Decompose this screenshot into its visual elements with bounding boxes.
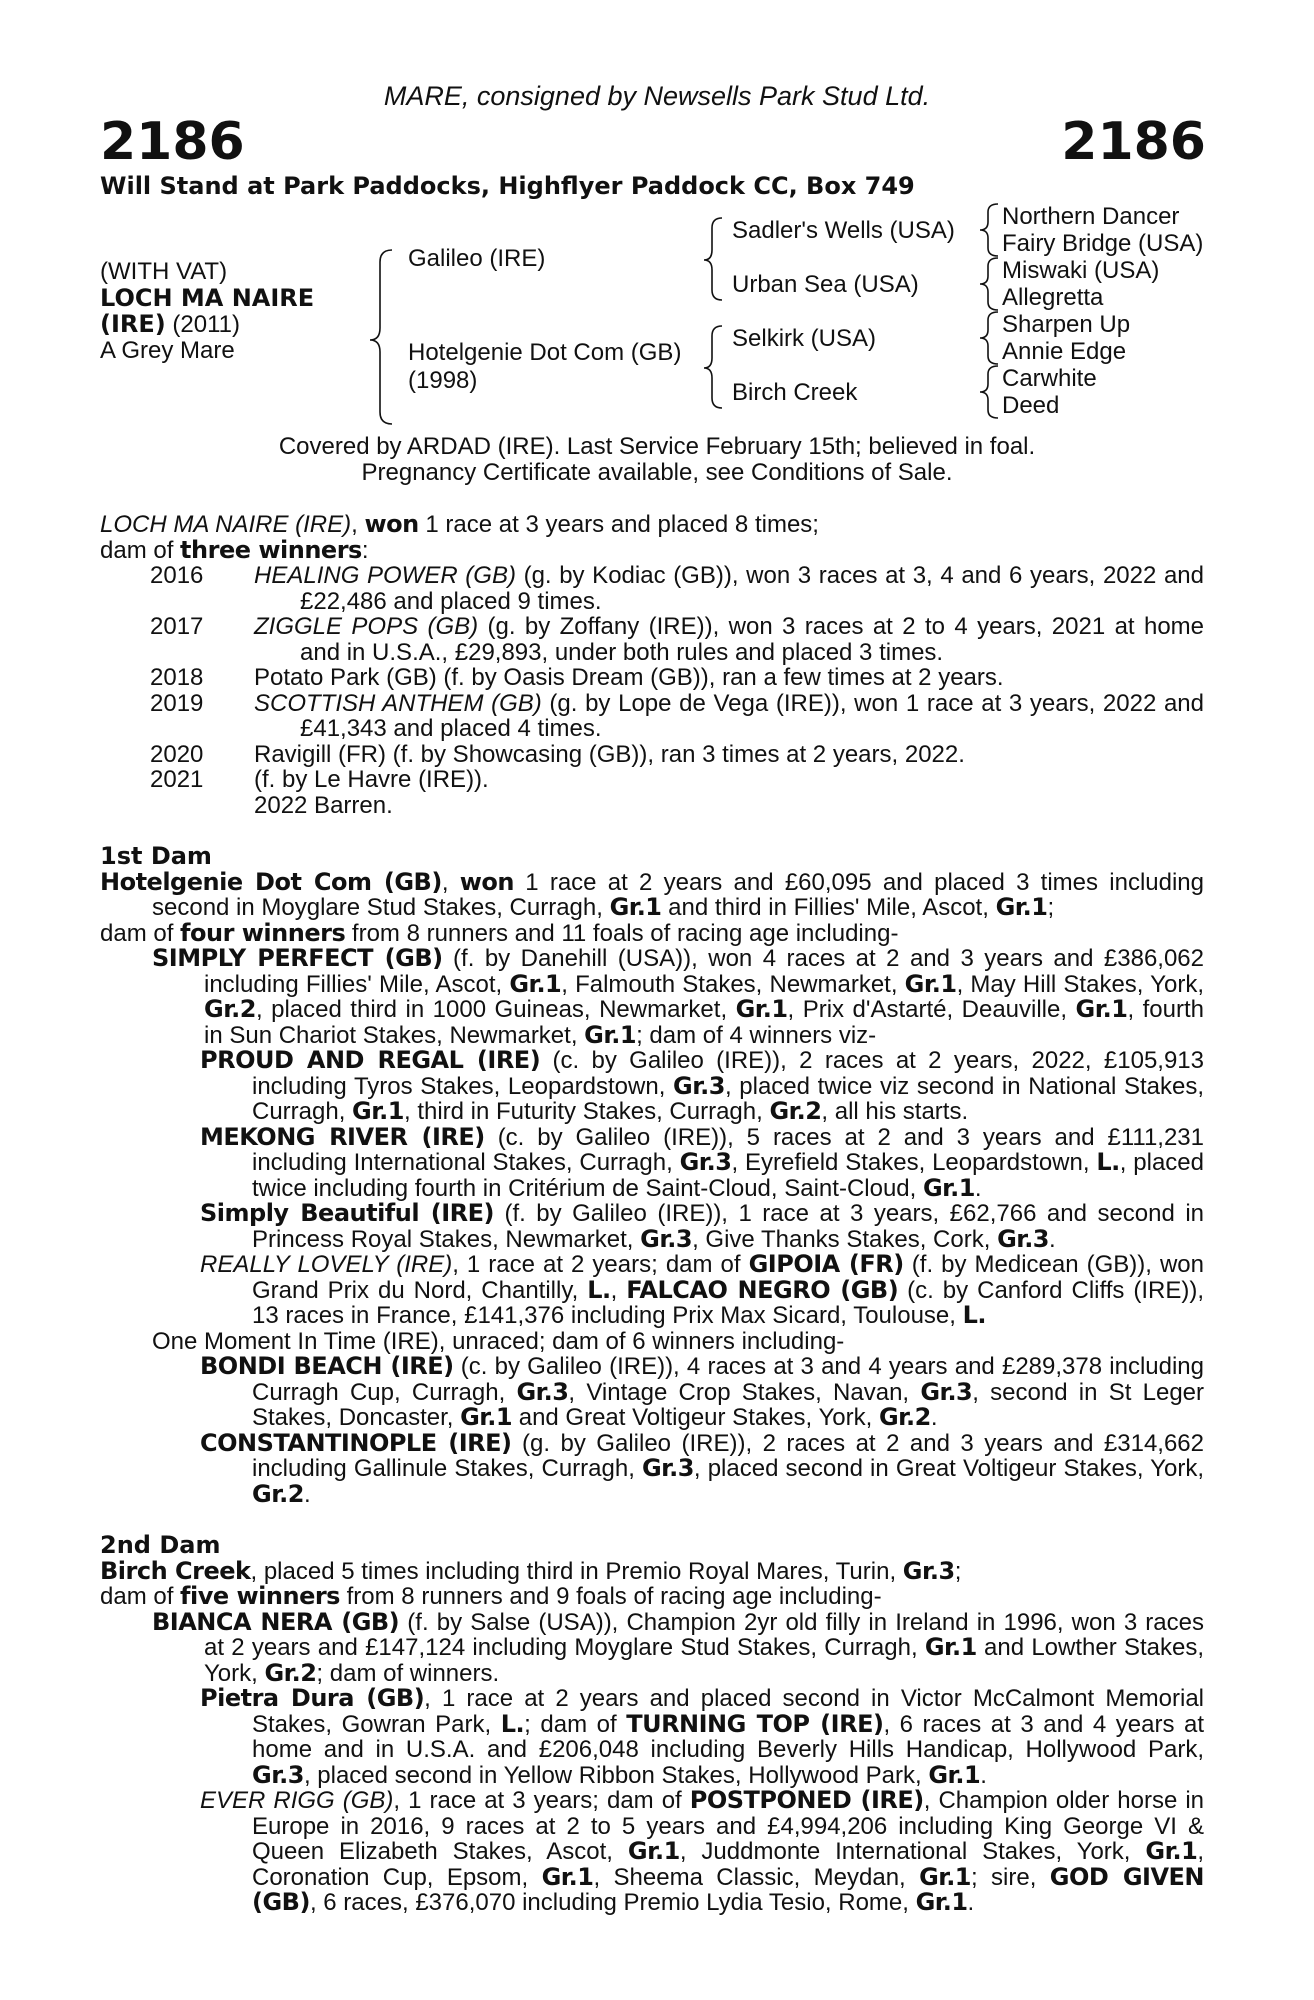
horse-name: POSTPONED (IRE) [689, 1786, 924, 1814]
foal-row [100, 767, 1204, 793]
intro-line: LOCH MA NAIRE (IRE), won 1 race at 3 years and placed 8 times; [100, 510, 819, 538]
foal-text: Potato Park (GB) (f. by Oasis Dream (GB)), ran a few times at 2 years. [254, 664, 1004, 691]
foal-text: (g. by Lope de Vega (IRE)), won 1 race at 3 years, 2022 and £41,343 and placed 4 times. [300, 689, 1205, 742]
foal-row [100, 793, 1204, 819]
text: (f. by Salse (USA)), Champion 2yr old filly in Ireland in 1996, won 3 races at 2 years and £147,124 including Moyglare Stud Stakes, Curragh, [204, 1608, 1204, 1661]
grade: Gr.2 [252, 1479, 304, 1508]
gen3-6: Annie Edge [1002, 338, 1127, 365]
horse-name: TURNING TOP (IRE) [626, 1709, 884, 1738]
text: , 6 races at 3 and 4 years at home and in U.S.A. and £206,048 including Beverly Hills Handicap, Hollywood Park, [252, 1710, 1205, 1763]
constantinople-entry [100, 1428, 1204, 1508]
winners-count: four winners [180, 918, 346, 947]
horse-description: A Grey Mare [100, 337, 235, 364]
foal-row [100, 691, 1204, 742]
grade: Gr.3 [673, 1071, 725, 1100]
grade: Gr.1 [1145, 1837, 1198, 1865]
first-dam-produce [100, 918, 1204, 947]
text: , Vintage Crop Stakes, Navan, [568, 1378, 921, 1406]
foal-row [100, 614, 1204, 665]
text: ; dam of [524, 1710, 627, 1738]
text: , Prix d'Astarté, Deauville, [787, 996, 1076, 1023]
text: and third in Fillies' Mile, Ascot, [661, 894, 996, 921]
second-dam-heading: 2nd Dam [100, 1531, 221, 1559]
text: , Falmouth Stakes, Newmarket, [561, 970, 905, 998]
text: 1 race at 2 years and £60,095 and placed 3 times including second in Moyglare Stud Stakes, Curragh, [152, 868, 1204, 921]
text: , 1 race at 2 years; dam of [452, 1251, 749, 1278]
second-dam-record [100, 1556, 1204, 1585]
text: . [967, 1889, 975, 1916]
grade: Gr.1 [509, 969, 562, 998]
foal-year: 2016 [150, 562, 204, 589]
foal-text: Ravigill (FR) (f. by Showcasing (GB)), ran 3 times at 2 years, 2022. [254, 740, 965, 768]
text: (f. by Danehill (USA)), won 4 races at 2 and 3 years and £386,062 including Fillies' Mile, Ascot, [204, 945, 1204, 998]
grade: Gr.3 [516, 1377, 569, 1406]
grade: L. [587, 1275, 611, 1304]
gen2-sire-sire: Sadler's Wells (USA) [732, 217, 955, 244]
horse-name: REALLY LOVELY (IRE) [200, 1251, 453, 1278]
mekong-river-entry [100, 1122, 1205, 1202]
text: ; dam of 4 winners viz- [636, 1021, 877, 1049]
horse-name: FALCAO NEGRO (GB) [626, 1275, 899, 1304]
grade: Gr.1 [735, 995, 788, 1023]
text: from 8 runners and 9 foals of racing age including- [339, 1583, 882, 1610]
horse-name: CONSTANTINOPLE (IRE) [200, 1428, 512, 1457]
dam-of-pre: dam of [100, 536, 181, 564]
winners-count: five winners [180, 1582, 340, 1610]
horse-year: (2011) [165, 311, 241, 338]
grade: Gr.3 [920, 1377, 973, 1406]
foal-text: (g. by Kodiac (GB)), won 3 races at 3, 4 and 6 years, 2022 and £22,486 and placed 9 times. [300, 562, 1205, 615]
text: (f. by Galileo (IRE)), 1 race at 3 years, £62,766 and second in Princess Royal Stakes, Newmarket, [252, 1200, 1205, 1253]
text: ; [954, 1557, 962, 1585]
horse-name: Simply Beautiful (IRE) [200, 1199, 494, 1227]
gen3-8: Deed [1002, 392, 1060, 419]
grade: Gr.3 [997, 1224, 1050, 1253]
foal-text: 2022 Barren. [254, 791, 393, 819]
text: , May Hill Stakes, York, [956, 970, 1204, 998]
foal-year: 2020 [150, 740, 204, 768]
dam-year: (1998) [408, 367, 478, 394]
covering-line-2: Pregnancy Certificate available, see Conditions of Sale. [361, 459, 953, 486]
intro-won: won [364, 510, 419, 538]
really-lovely-entry [100, 1252, 1204, 1329]
simply-beautiful-entry [100, 1201, 1204, 1252]
covering-note [0, 434, 1314, 486]
stand-location: Will Stand at Park Paddocks, Highflyer Paddock CC, Box 749 [100, 172, 915, 200]
vat-note: (WITH VAT) [100, 258, 228, 285]
grade: Gr.1 [915, 1888, 968, 1916]
gen3-3: Miswaki (USA) [1002, 257, 1160, 284]
text: dam of [100, 919, 181, 947]
text: , placed 5 times including third in Premio Royal Mares, Turin, [250, 1557, 903, 1585]
foal-text: (f. by Le Havre (IRE)). [254, 766, 489, 793]
text: and Lowther Stakes, York, [204, 1634, 1204, 1687]
text: (f. by Medicean (GB)), won Grand Prix du Nord, Chantilly, [252, 1251, 1204, 1304]
text: . [1049, 1225, 1056, 1253]
second-dam-produce [100, 1584, 1204, 1610]
grade: Gr.1 [609, 893, 662, 921]
text: (c. by Galileo (IRE)), 5 races at 2 and 3 years and £111,231 including International Stakes, Curragh, [252, 1123, 1205, 1176]
bianca-nera-entry [100, 1607, 1204, 1687]
horse-name: LOCH MA NAIRE [100, 284, 315, 312]
text: (g. by Galileo (IRE)), 2 races at 2 and 3 years and £314,662 including Gallinule Stakes, Curragh, [252, 1429, 1204, 1482]
first-dam-record: Hotelgenie Dot Com (GB), won 1 race at 2 years and £60,095 and placed 3 times including second in Moyglare Stud Stakes, Curragh, Gr.1 and third in Fillies' Mile, Ascot, Gr.1; [100, 867, 1204, 921]
grade: Gr.1 [352, 1097, 404, 1125]
dam: Hotelgenie Dot Com (GB) [408, 339, 682, 366]
grade: Gr.3 [640, 1224, 693, 1253]
grade: Gr.1 [928, 1760, 981, 1789]
text: ; sire, [971, 1863, 1050, 1891]
text: , Eyrefield Stakes, Leopardstown, [731, 1149, 1097, 1176]
text: dam of [100, 1583, 181, 1610]
gen3-7: Carwhite [1002, 365, 1097, 392]
horse-country: (IRE) [100, 310, 166, 338]
grade: Gr.2 [264, 1658, 317, 1687]
first-dam-won: won [459, 867, 514, 896]
text: , placed second in Yellow Ribbon Stakes, Hollywood Park, [303, 1761, 929, 1789]
grade: L. [1096, 1148, 1120, 1176]
foal-year: 2021 [150, 766, 204, 793]
text: , placed second in Great Voltigeur Stakes, York, [693, 1455, 1204, 1482]
text: , 1 race at 2 years and placed second in Victor McCalmont Memorial Stakes, Gowran Park, [252, 1685, 1205, 1738]
horse-name: BONDI BEACH (IRE) [200, 1352, 454, 1380]
horse-name: EVER RIGG (GB) [200, 1787, 394, 1814]
text: from 8 runners and 11 foals of racing age including- [345, 919, 899, 947]
foal-name: SCOTTISH ANTHEM (GB) [254, 689, 542, 717]
text: ; [1047, 894, 1055, 921]
lot-number-right: 2186 [1061, 112, 1206, 172]
proud-and-regal-entry [100, 1048, 1204, 1125]
text: . [303, 1480, 311, 1508]
text: (c. by Canford Cliffs (IRE)), 13 races in France, £141,376 including Prix Max Sicard, Toulouse, [252, 1276, 1205, 1329]
one-moment-entry: One Moment In Time (IRE), unraced; dam of 6 winners including- [152, 1327, 845, 1355]
second-dam-name: Birch Creek [100, 1556, 251, 1585]
dam-of-bold: three winners [180, 535, 362, 564]
grade: Gr.3 [641, 1454, 694, 1482]
horse-name: GOD GIVEN (GB) [252, 1862, 1205, 1916]
intro-rest: 1 race at 3 years and placed 8 times; [418, 511, 819, 538]
bondi-beach-entry [100, 1354, 1204, 1431]
lot-number-left: 2186 [100, 112, 245, 172]
foal-name: HEALING POWER (GB) [254, 562, 516, 589]
dam-of-post: : [361, 536, 369, 564]
text: and Great Voltigeur Stakes, York, [512, 1404, 879, 1431]
text: , fourth in Sun Chariot Stakes, Newmarket, [204, 996, 1204, 1049]
grade: L. [962, 1301, 987, 1329]
text: . [980, 1761, 987, 1789]
horse-name: MEKONG RIVER (IRE) [200, 1122, 485, 1151]
text: , Champion older horse in Europe in 2016, 9 races at 2 to 5 years and £4,994,206 including King George VI & Queen Elizabeth Stakes, Ascot, [252, 1787, 1204, 1865]
text: , third in Futurity Stakes, Curragh, [403, 1098, 770, 1125]
foals-list [100, 563, 1204, 818]
grade: Gr.1 [627, 1837, 680, 1865]
text: , 1 race at 3 years; dam of [393, 1787, 690, 1814]
sire: Galileo (IRE) [408, 245, 546, 272]
grade: Gr.3 [679, 1148, 732, 1176]
grade: Gr.1 [922, 1173, 975, 1202]
text: , 6 races, £376,070 including Premio Lydia Tesio, Rome, [309, 1889, 916, 1916]
grade: Gr.1 [924, 1633, 977, 1661]
grade: Gr.1 [584, 1020, 637, 1049]
horse-name: BIANCA NERA (GB) [152, 1607, 400, 1636]
text: , second in St Leger Stakes, Doncaster, [252, 1378, 1204, 1431]
gen3-2: Fairy Bridge (USA) [1002, 230, 1204, 257]
gen2-sire-dam: Urban Sea (USA) [732, 271, 919, 298]
text: , [610, 1276, 627, 1304]
intro-dam-of [100, 535, 1204, 564]
horse-name: GIPOIA (FR) [748, 1250, 904, 1278]
text: , placed twice including fourth in Critérium de Saint-Cloud, Saint-Cloud, [252, 1149, 1204, 1202]
gen2-dam-sire: Selkirk (USA) [732, 325, 877, 352]
covering-line-1: Covered by ARDAD (IRE). Last Service February 15th; believed in foal. [278, 433, 1036, 460]
consignor-line: MARE, consigned by Newsells Park Stud Ltd. [383, 81, 931, 111]
foal-row [100, 563, 1204, 614]
foal-year: 2019 [150, 689, 204, 717]
horse-name: SIMPLY PERFECT (GB) [152, 944, 443, 972]
foal-text: (g. by Zoffany (IRE)), won 3 races at 2 to 4 years, 2021 at home and in U.S.A., £29,893, under both rules and placed 3 times. [300, 613, 1205, 666]
grade: Gr.2 [204, 995, 256, 1023]
ever-rigg-entry [100, 1788, 1204, 1916]
grade: Gr.3 [902, 1556, 955, 1585]
first-dam-heading: 1st Dam [100, 842, 212, 870]
text: ; dam of winners. [316, 1659, 500, 1687]
grade: Gr.1 [995, 893, 1048, 921]
grade: Gr.2 [878, 1403, 931, 1431]
grade: Gr.1 [541, 1862, 594, 1891]
text: , Coronation Cup, Epsom, [252, 1838, 1205, 1891]
text: . [974, 1174, 982, 1202]
text: . [930, 1404, 938, 1431]
foal-year: 2018 [150, 664, 204, 691]
grade: L. [500, 1709, 525, 1738]
foal-name: ZIGGLE POPS (GB) [254, 613, 479, 640]
grade: Gr.1 [460, 1403, 513, 1431]
pietra-dura-entry [100, 1686, 1204, 1788]
grade: Gr.1 [919, 1862, 972, 1891]
text: , Sheema Classic, Meydan, [593, 1863, 920, 1891]
text: , placed third in 1000 Guineas, Newmarket, [255, 996, 736, 1023]
gen3-5: Sharpen Up [1002, 311, 1131, 338]
foal-year: 2017 [150, 613, 204, 640]
text: (c. by Galileo (IRE)), 2 races at 2 years, 2022, £105,913 including Tyros Stakes, Leopardstown, [252, 1047, 1204, 1100]
text: (c. by Galileo (IRE)), 4 races at 3 and 4 years and £289,378 including Curragh Cup, Curragh, [252, 1353, 1204, 1406]
horse-name: Pietra Dura (GB) [200, 1684, 425, 1712]
foal-row [100, 742, 1204, 768]
gen2-dam-dam: Birch Creek [732, 379, 858, 406]
first-dam-name: Hotelgenie Dot Com (GB) [100, 867, 442, 896]
horse-name: PROUD AND REGAL (IRE) [200, 1046, 541, 1074]
grade: Gr.3 [252, 1760, 304, 1789]
gen3-4: Allegretta [1002, 284, 1104, 311]
grade: Gr.1 [904, 969, 957, 998]
simply-perfect-entry [100, 946, 1204, 1048]
grade: Gr.2 [769, 1097, 822, 1125]
foal-row [100, 665, 1204, 691]
catalogue-body [100, 512, 1204, 1916]
text: , placed twice viz second in National Stakes, Curragh, [252, 1072, 1204, 1125]
intro-name: LOCH MA NAIRE (IRE) [100, 511, 352, 538]
text: , all his starts. [821, 1098, 969, 1125]
gen3-1: Northern Dancer [1002, 203, 1180, 230]
text: , Juddmonte International Stakes, York, [679, 1838, 1146, 1865]
grade: Gr.1 [1075, 995, 1128, 1023]
text: , Give Thanks Stakes, Cork, [692, 1225, 998, 1253]
